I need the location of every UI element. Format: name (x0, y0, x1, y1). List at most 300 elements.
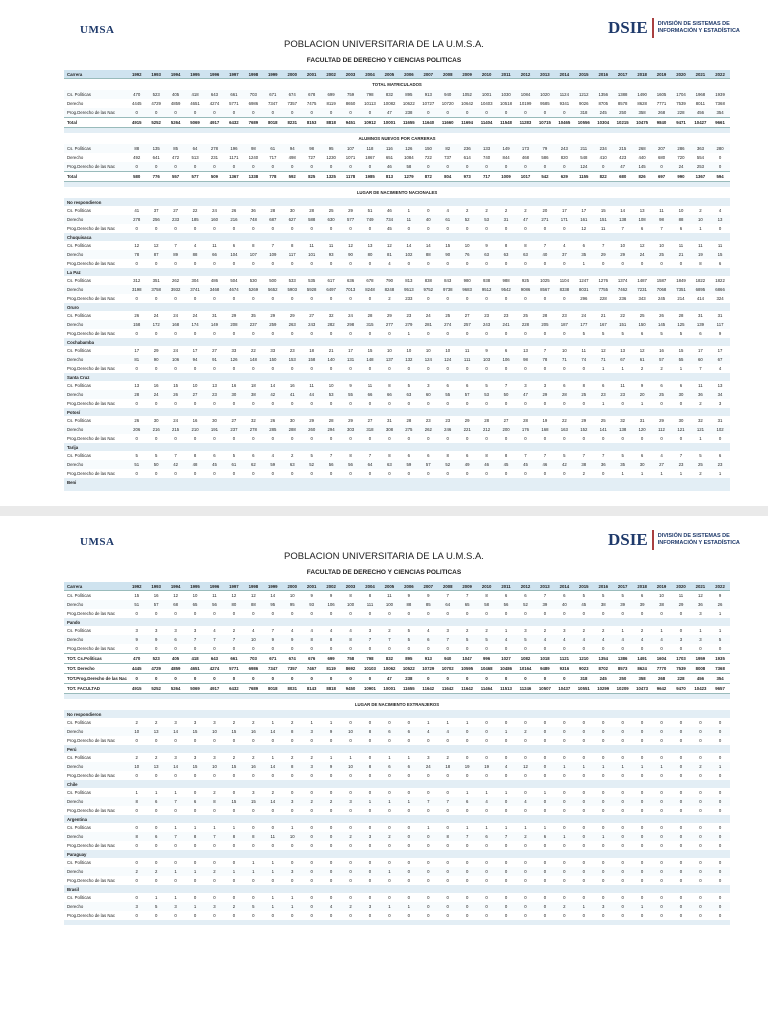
table-cell: 18 (438, 762, 457, 771)
table-cell: 28 (555, 390, 574, 399)
table-cell: 63 (496, 250, 515, 259)
table-cell: 90 (438, 250, 457, 259)
table-cell: 7368 (710, 664, 730, 674)
table-cell: 0 (652, 858, 671, 867)
table-cell: 38 (652, 600, 671, 609)
table-cell: 0 (671, 832, 690, 841)
table-cell: 498 (283, 153, 302, 162)
row-label: Prog.Derecho de las Nac (64, 224, 127, 233)
table-cell: 28 (127, 390, 146, 399)
dsie-sub-line-1: DIVISIÓN DE SISTEMAS DE (657, 21, 730, 27)
table-cell: 0 (438, 902, 457, 911)
table-cell: 2 (691, 762, 710, 771)
table-cell: 312 (127, 276, 146, 285)
table-cell: 2 (555, 902, 574, 911)
table-cell: 3 (438, 626, 457, 635)
table-cell: 23 (477, 311, 496, 320)
table-cell: 35 (244, 311, 263, 320)
table-cell: 211 (574, 144, 593, 153)
table-row (64, 346, 730, 355)
table-cell: 0 (516, 893, 535, 902)
table-cell: 0 (574, 753, 593, 762)
table-cell: 0 (341, 162, 360, 172)
table-cell: 277 (380, 320, 399, 329)
table-cell: 0 (710, 644, 730, 654)
table-cell: 53 (477, 390, 496, 399)
table-cell: 7 (419, 797, 438, 806)
column-header-year: 1996 (205, 70, 224, 79)
table-cell: 24 (341, 311, 360, 320)
table-cell: 0 (224, 224, 243, 233)
table-cell: 1124 (555, 90, 574, 99)
table-cell: 1212 (574, 90, 593, 99)
table-cell: 150 (419, 144, 438, 153)
row-label: Cs. Políticas (64, 753, 127, 762)
table-cell: 245 (594, 674, 613, 684)
table-cell: 0 (205, 876, 224, 885)
table-cell: 523 (146, 654, 165, 664)
table-cell: 3 (360, 902, 379, 911)
table-cell: 0 (477, 674, 496, 684)
table-cell: 0 (146, 294, 165, 303)
table-cell: 8818 (321, 118, 340, 128)
table-cell: 8 (244, 832, 263, 841)
table-cell: 18 (244, 381, 263, 390)
table-cell: 6 (671, 381, 690, 390)
table-cell: 76 (457, 250, 476, 259)
table-cell: 0 (263, 736, 282, 745)
table-cell: 1 (457, 823, 476, 832)
table-cell: 0 (321, 259, 340, 268)
table-cell: 1 (380, 753, 399, 762)
table-cell: 1 (613, 364, 632, 373)
table-cell: 717 (263, 153, 282, 162)
table-cell: 27 (360, 416, 379, 425)
table-cell: 0 (321, 108, 340, 118)
table-cell: 7 (516, 451, 535, 460)
table-cell: 23 (555, 311, 574, 320)
table-cell: 0 (516, 753, 535, 762)
table-cell: 8119 (321, 664, 340, 674)
table-cell: 29 (652, 416, 671, 425)
table-cell: 0 (419, 911, 438, 920)
row-label: Cs. Políticas (64, 823, 127, 832)
table-cell: 10 (555, 346, 574, 355)
table-cell: 0 (166, 736, 185, 745)
table-cell: 2 (127, 753, 146, 762)
table-cell: 0 (419, 206, 438, 215)
table-cell: 116 (380, 144, 399, 153)
table-cell: 132 (399, 355, 418, 364)
table-cell: 7347 (263, 664, 282, 674)
table-cell: 31 (710, 416, 730, 425)
table-cell: 3 (205, 718, 224, 727)
table-cell: 8153 (302, 118, 321, 128)
table-cell: 0 (224, 858, 243, 867)
table-cell: 813 (380, 172, 399, 182)
table-cell: 10 (613, 241, 632, 250)
table-cell: 0 (341, 259, 360, 268)
table-cell: 0 (224, 806, 243, 815)
table-cell: 259 (263, 320, 282, 329)
table-cell: 260 (302, 425, 321, 434)
table-cell: 6 (632, 329, 651, 338)
table-cell: 10 (457, 241, 476, 250)
table-cell: 0 (341, 718, 360, 727)
table-cell: 0 (283, 771, 302, 780)
table-cell: 47 (380, 108, 399, 118)
table-cell: 6 (146, 832, 165, 841)
table-cell: 6 (555, 591, 574, 601)
table-cell: 0 (399, 858, 418, 867)
row-label: Prog.Derecho de las Nac (64, 259, 127, 268)
table-cell: 0 (457, 841, 476, 850)
table-cell: 3 (185, 718, 204, 727)
table-cell: 26 (166, 390, 185, 399)
table-cell: 32 (691, 416, 710, 425)
table-cell: 24 (146, 311, 165, 320)
table-cell: 7 (380, 635, 399, 644)
table-cell: 234 (594, 144, 613, 153)
table-cell: 0 (360, 753, 379, 762)
table-cell: 16 (652, 346, 671, 355)
table-cell: 79 (535, 144, 554, 153)
table-cell: 6 (399, 451, 418, 460)
table-cell: 0 (438, 294, 457, 303)
table-cell: 4 (632, 635, 651, 644)
table-cell: 161 (574, 215, 593, 224)
table-row (64, 108, 730, 118)
table-cell: 22 (613, 311, 632, 320)
table-cell: 3 (360, 626, 379, 635)
table-cell: 8 (438, 451, 457, 460)
table-cell: 3 (691, 635, 710, 644)
table-cell: 1 (185, 867, 204, 876)
table-cell: 0 (691, 797, 710, 806)
table-cell: 5264 (166, 684, 185, 694)
table-cell: 0 (341, 609, 360, 618)
table-cell: 0 (555, 434, 574, 443)
table-cell: 0 (302, 399, 321, 408)
table-cell: 28 (516, 416, 535, 425)
table-cell: 65 (185, 600, 204, 609)
table-cell: 1 (419, 823, 438, 832)
table-cell: 0 (360, 224, 379, 233)
table-cell: 24 (166, 311, 185, 320)
table-row (64, 364, 730, 373)
table-cell: 0 (263, 364, 282, 373)
table-cell: 41 (127, 206, 146, 215)
table-cell: 0 (399, 718, 418, 727)
table-cell: 358 (632, 674, 651, 684)
table-cell: 3741 (185, 285, 204, 294)
table-cell: 0 (632, 736, 651, 745)
table-cell: 1279 (399, 172, 418, 182)
table-cell: 3 (283, 797, 302, 806)
total-row (64, 118, 730, 128)
table-cell: 0 (457, 736, 476, 745)
table-cell: 0 (535, 718, 554, 727)
table-cell: 0 (613, 718, 632, 727)
table-cell: 0 (302, 364, 321, 373)
table-cell: 4 (613, 635, 632, 644)
table-cell: 262 (166, 276, 185, 285)
table-cell: 0 (438, 788, 457, 797)
table-cell: 0 (321, 858, 340, 867)
table-cell: 66 (380, 390, 399, 399)
table-cell: 8 (224, 832, 243, 841)
table-cell: 31 (496, 215, 515, 224)
table-cell: 2 (146, 753, 165, 762)
table-cell: 87 (146, 250, 165, 259)
column-header-year: 2005 (380, 70, 399, 79)
table-cell: 0 (127, 224, 146, 233)
table-cell: 8 (360, 727, 379, 736)
table-cell: 0 (594, 806, 613, 815)
table-cell: 16 (185, 416, 204, 425)
table-cell: 0 (321, 771, 340, 780)
table-cell: 10 (438, 346, 457, 355)
table-cell: 1 (496, 626, 515, 635)
table-cell: 4674 (224, 285, 243, 294)
table-cell: 0 (535, 644, 554, 654)
table-cell: 0 (438, 841, 457, 850)
table-cell: 8 (438, 832, 457, 841)
table-cell: 93 (302, 600, 321, 609)
table-cell: 0 (224, 329, 243, 338)
table-cell: 0 (380, 823, 399, 832)
table-cell: 0 (438, 823, 457, 832)
table-cell: 804 (438, 172, 457, 182)
table-cell: 30 (283, 206, 302, 215)
table-cell: 243 (302, 320, 321, 329)
table-cell: 0 (419, 867, 438, 876)
table-cell: 4651 (185, 99, 204, 108)
table-cell: 117 (283, 250, 302, 259)
table-cell: 4 (496, 762, 515, 771)
table-cell: 6 (691, 329, 710, 338)
table-cell: 0 (321, 224, 340, 233)
table-cell: 45 (496, 460, 515, 469)
table-cell: 7771 (652, 99, 671, 108)
table-cell: 2 (632, 626, 651, 635)
table-cell: 63 (380, 460, 399, 469)
table-cell: 1490 (632, 90, 651, 99)
table-cell: 1 (321, 718, 340, 727)
table-cell: 0 (613, 832, 632, 841)
row-label: Prog.Derecho de las Nac (64, 911, 127, 920)
table-cell: 228 (594, 294, 613, 303)
table-cell: 106 (166, 355, 185, 364)
table-cell: 1959 (691, 654, 710, 664)
row-label: Derecho (64, 425, 127, 434)
table-cell: 268 (632, 144, 651, 153)
table-cell: 38 (594, 600, 613, 609)
table-cell: 1822 (710, 276, 730, 285)
table-cell: 0 (477, 867, 496, 876)
table-cell: 0 (671, 434, 690, 443)
table-cell: 0 (457, 364, 476, 373)
table-cell: 0 (691, 718, 710, 727)
table-cell: 101 (302, 250, 321, 259)
table-cell: 0 (632, 771, 651, 780)
table-cell: 0 (594, 797, 613, 806)
table-cell: 0 (516, 108, 535, 118)
table-cell: 112 (652, 425, 671, 434)
table-cell: 24 (185, 311, 204, 320)
table-cell: 2 (594, 626, 613, 635)
table-cell: 5771 (224, 664, 243, 674)
table-cell: 0 (419, 841, 438, 850)
table-cell: 28 (263, 206, 282, 215)
table-cell: 0 (516, 736, 535, 745)
table-cell: 1354 (594, 654, 613, 664)
table-cell: 3758 (146, 285, 165, 294)
table-cell: 58 (399, 162, 418, 172)
table-row (64, 858, 730, 867)
table-cell: 8 (496, 451, 515, 460)
table-cell: 513 (185, 153, 204, 162)
table-cell: 8 (283, 727, 302, 736)
table-cell: 0 (594, 893, 613, 902)
table-cell: 9 (710, 329, 730, 338)
table-cell: 0 (671, 727, 690, 736)
table-cell: 82 (438, 144, 457, 153)
table-cell: 0 (419, 224, 438, 233)
table-cell: 1030 (496, 90, 515, 99)
table-cell: 1 (710, 469, 730, 478)
table-cell: 7 (360, 635, 379, 644)
table-cell: 10912 (360, 118, 379, 128)
table-cell: 10720 (438, 99, 457, 108)
table-cell: 148 (360, 355, 379, 364)
table-cell: 0 (380, 876, 399, 885)
table-cell: 1 (302, 718, 321, 727)
table-cell: 990 (671, 172, 690, 182)
table-cell: 7 (652, 224, 671, 233)
table-cell: 8011 (691, 99, 710, 108)
table-cell: 0 (380, 399, 399, 408)
table-cell: 3 (185, 753, 204, 762)
table-cell: 1009 (496, 172, 515, 182)
table-cell: 25 (652, 390, 671, 399)
dsie-sub-line-2: INFORMACIÓN Y ESTADÍSTICA (657, 28, 740, 34)
table-cell: 6 (496, 591, 515, 601)
table-cell: 1 (244, 858, 263, 867)
table-cell: 262 (419, 425, 438, 434)
table-cell: 236 (457, 144, 476, 153)
table-cell: 0 (535, 329, 554, 338)
table-cell: 7 (166, 451, 185, 460)
table-cell: 3 (671, 635, 690, 644)
table-cell: 10473 (632, 684, 651, 694)
table-cell: 7539 (671, 99, 690, 108)
table-cell: 6 (710, 259, 730, 268)
table-cell: 11 (652, 206, 671, 215)
table-cell: 0 (244, 644, 263, 654)
table-cell: 0 (360, 108, 379, 118)
row-label: Derecho (64, 99, 127, 108)
table-cell: 30 (671, 416, 690, 425)
table-cell: 533 (283, 276, 302, 285)
table-cell: 0 (321, 162, 340, 172)
table-cell: 9023 (574, 664, 593, 674)
table-cell: 126 (224, 355, 243, 364)
table-cell: 0 (399, 399, 418, 408)
table-cell: 1 (205, 823, 224, 832)
table-cell: 11 (380, 591, 399, 601)
table-cell: 13 (146, 762, 165, 771)
table-cell: 492 (127, 153, 146, 162)
table-cell: 1 (574, 762, 593, 771)
table-cell: 9738 (438, 285, 457, 294)
table-cell: 9512 (477, 285, 496, 294)
table-cell: 0 (360, 771, 379, 780)
table-cell: 2 (224, 718, 243, 727)
column-header-year: 2011 (496, 582, 515, 591)
table-cell: 0 (632, 867, 651, 876)
table-cell: 26 (127, 416, 146, 425)
table-cell: 0 (185, 876, 204, 885)
table-cell: 0 (224, 399, 243, 408)
table-cell: 63 (399, 390, 418, 399)
table-cell: 93 (321, 250, 340, 259)
table-cell: 0 (224, 674, 243, 684)
table-row (64, 285, 730, 294)
table-cell: 0 (594, 753, 613, 762)
table-cell: 10437 (555, 684, 574, 694)
table-row (64, 771, 730, 780)
table-cell: 296 (574, 294, 593, 303)
table-cell: 7 (496, 832, 515, 841)
table-cell: 542 (535, 172, 554, 182)
table-cell: 10164 (516, 664, 535, 674)
table-cell: 10 (691, 215, 710, 224)
faculty-title: FACULTAD DE DERECHO Y CIENCIAS POLITICAS (306, 57, 462, 64)
table-cell: 0 (360, 718, 379, 727)
column-header-year: 2010 (477, 582, 496, 591)
table-cell: 418 (185, 654, 204, 664)
table-cell: 10199 (516, 99, 535, 108)
table-cell: 0 (457, 876, 476, 885)
table-cell: 6 (205, 451, 224, 460)
table-cell: 0 (419, 108, 438, 118)
table-cell: 8 (341, 451, 360, 460)
table-cell: 108 (632, 215, 651, 224)
table-cell: 0 (185, 841, 204, 850)
table-row (64, 876, 730, 885)
table-cell: 24 (574, 311, 593, 320)
table-cell: 0 (691, 876, 710, 885)
table-cell: 0 (302, 224, 321, 233)
table-cell: 0 (671, 626, 690, 635)
table-cell: 0 (244, 674, 263, 684)
table-cell: 151 (594, 215, 613, 224)
table-cell: 0 (205, 674, 224, 684)
group-header-row (64, 233, 730, 241)
table-row (64, 276, 730, 285)
table-cell: 0 (671, 902, 690, 911)
table-cell: 0 (496, 876, 515, 885)
table-cell: 27 (205, 346, 224, 355)
total-row (64, 664, 730, 674)
table-cell: 0 (496, 797, 515, 806)
table-cell: 28 (321, 416, 340, 425)
table-cell: 1487 (632, 276, 651, 285)
table-cell: 0 (691, 841, 710, 850)
table-cell: 0 (535, 753, 554, 762)
table-cell: 7755 (594, 285, 613, 294)
